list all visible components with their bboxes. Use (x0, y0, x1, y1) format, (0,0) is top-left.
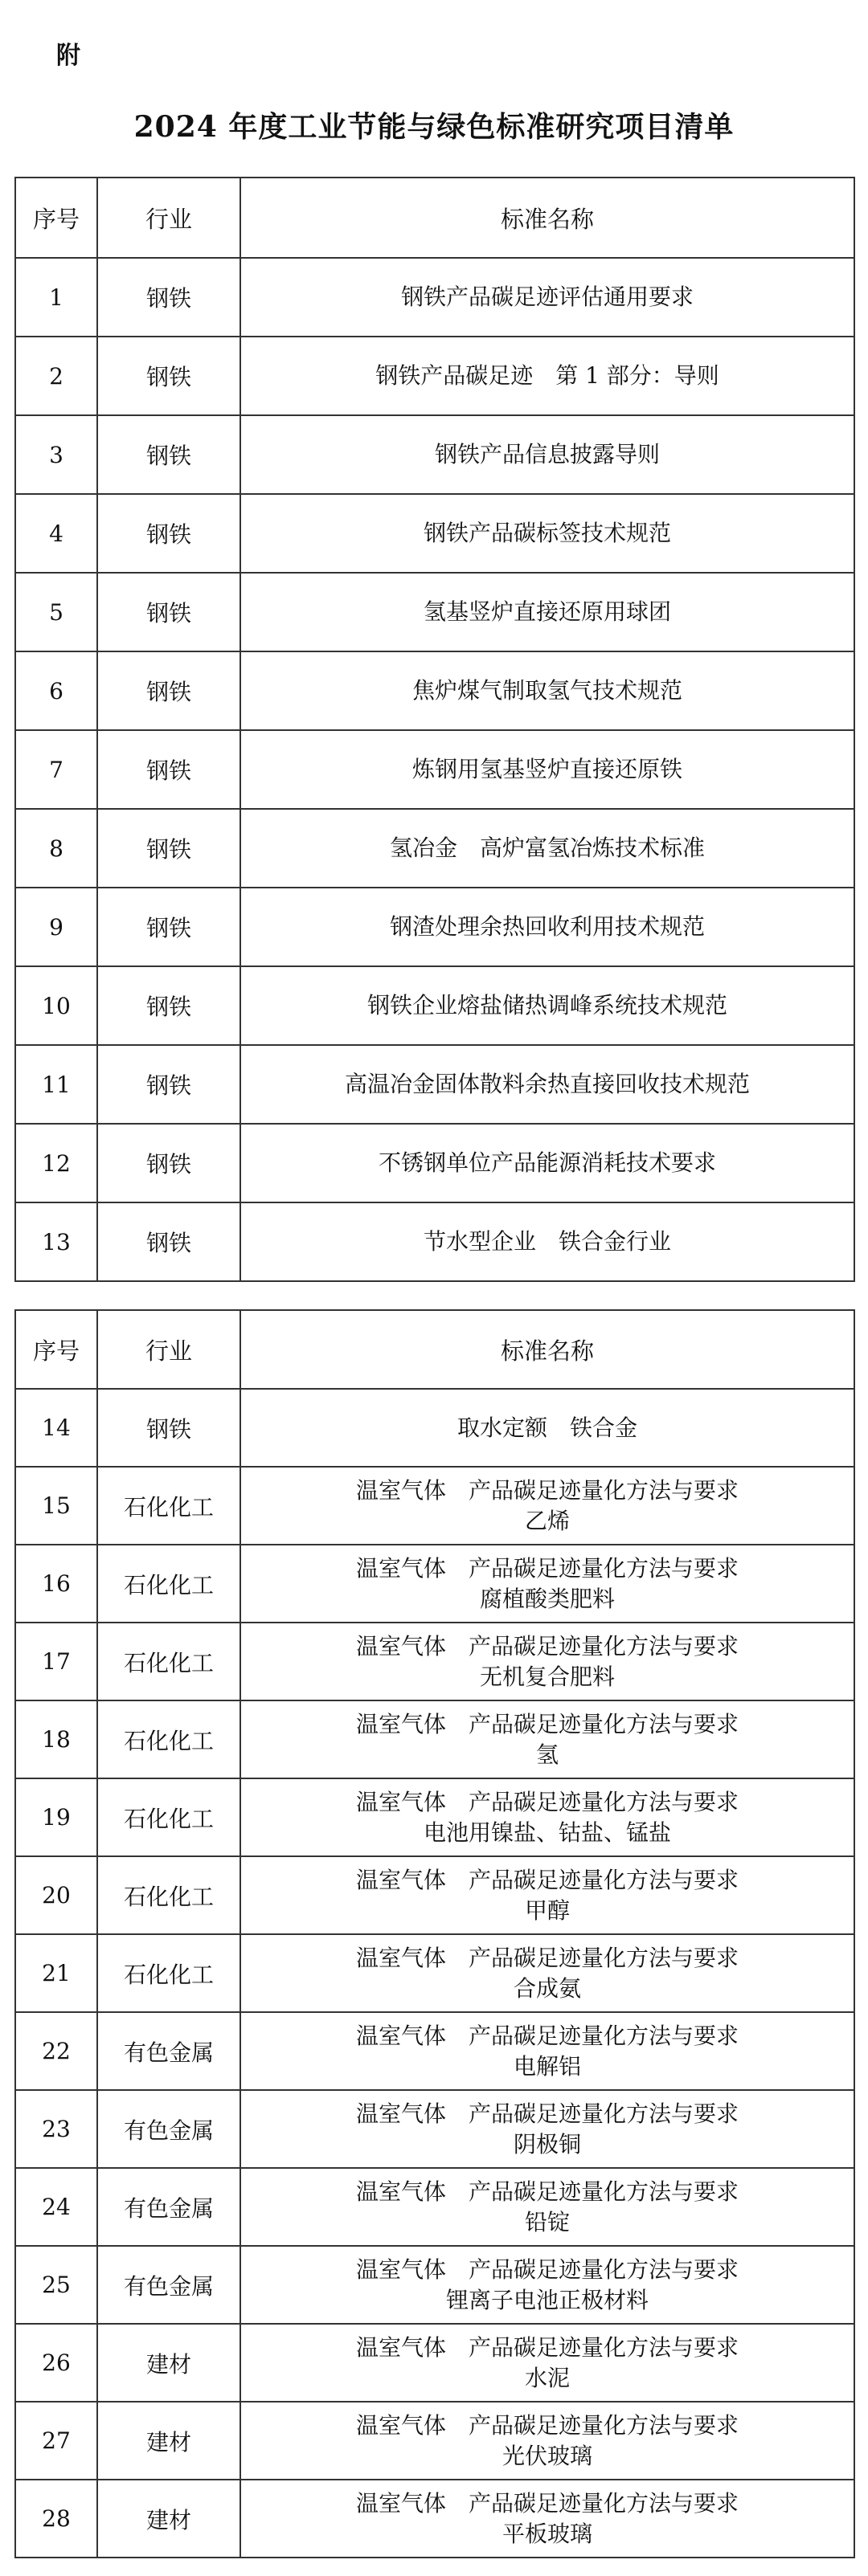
standard-name-line: 钢铁产品碳足迹评估通用要求 (400, 284, 694, 310)
page-title: 2024 年度工业节能与绿色标准研究项目清单 (133, 110, 735, 144)
standard-name-line: 温室气体 产品碳足迹量化方法与要求 (355, 2256, 739, 2283)
appendix-label: 附 (56, 42, 80, 70)
row-standard-name (240, 2324, 854, 2402)
row-standard-name (240, 2246, 854, 2324)
row-standard-name (240, 1856, 854, 1934)
row-number: 9 (15, 888, 97, 966)
table-row (15, 415, 854, 494)
row-industry: 钢铁 (97, 1202, 240, 1281)
row-standard-name (240, 1045, 854, 1124)
row-standard-name (240, 1389, 854, 1467)
standard-name-line: 锂离子电池正极材料 (445, 2286, 649, 2313)
row-standard-name (240, 651, 854, 730)
table-row (15, 2402, 854, 2480)
row-standard-name (240, 1124, 854, 1202)
standard-name-line: 温室气体 产品碳足迹量化方法与要求 (355, 1866, 739, 1893)
row-industry: 建材 (97, 2324, 240, 2402)
row-standard-name (240, 337, 854, 415)
standard-name-line: 不锈钢单位产品能源消耗技术要求 (378, 1149, 716, 1176)
standard-name-line: 取水定额 铁合金 (457, 1414, 637, 1441)
standard-name-line: 温室气体 产品碳足迹量化方法与要求 (355, 1554, 739, 1582)
row-number: 22 (15, 2012, 97, 2090)
row-standard-name (240, 1467, 854, 1545)
standard-name-line: 节水型企业 铁合金行业 (423, 1228, 671, 1255)
standard-name-line: 电池用镍盐、钴盐、锰盐 (423, 1819, 671, 1846)
table-header-row (15, 178, 854, 258)
row-industry: 有色金属 (97, 2090, 240, 2168)
row-industry: 石化化工 (97, 1467, 240, 1545)
row-number: 14 (15, 1389, 97, 1467)
standard-name-line: 光伏玻璃 (502, 2442, 592, 2469)
row-industry: 石化化工 (97, 1778, 240, 1856)
standard-name-line: 温室气体 产品碳足迹量化方法与要求 (355, 1944, 739, 1971)
row-industry: 有色金属 (97, 2168, 240, 2246)
row-number: 27 (15, 2402, 97, 2480)
table-row (15, 651, 854, 730)
table-row (15, 2090, 854, 2168)
row-industry: 石化化工 (97, 1856, 240, 1934)
row-number: 24 (15, 2168, 97, 2246)
table-row (15, 1623, 854, 1700)
row-standard-name (240, 415, 854, 494)
header-number: 序号 (15, 1310, 97, 1389)
standard-name-line: 钢铁企业熔盐储热调峰系统技术规范 (366, 992, 727, 1019)
row-industry: 建材 (97, 2402, 240, 2480)
table-row (15, 2480, 854, 2558)
table-row (15, 573, 854, 651)
row-standard-name (240, 730, 854, 809)
standard-name-line: 钢铁产品信息披露导则 (434, 441, 660, 467)
row-standard-name (240, 966, 854, 1045)
row-number: 20 (15, 1856, 97, 1934)
standard-name-line: 水泥 (524, 2364, 570, 2391)
row-number: 2 (15, 337, 97, 415)
row-industry: 石化化工 (97, 1934, 240, 2012)
table-row (15, 258, 854, 337)
row-standard-name (240, 573, 854, 651)
row-industry: 钢铁 (97, 1045, 240, 1124)
standard-name-line: 温室气体 产品碳足迹量化方法与要求 (355, 2489, 739, 2517)
row-industry: 钢铁 (97, 1124, 240, 1202)
row-industry: 钢铁 (97, 415, 240, 494)
row-standard-name (240, 2012, 854, 2090)
table-header-row (15, 1310, 854, 1389)
row-industry: 钢铁 (97, 337, 240, 415)
table-row (15, 809, 854, 888)
row-standard-name (240, 1202, 854, 1281)
row-number: 13 (15, 1202, 97, 1281)
row-number: 15 (15, 1467, 97, 1545)
row-industry: 石化化工 (97, 1700, 240, 1778)
table-row (15, 1778, 854, 1856)
row-standard-name (240, 1545, 854, 1623)
row-standard-name (240, 494, 854, 573)
row-number: 5 (15, 573, 97, 651)
header-standard-name: 标准名称 (240, 1310, 854, 1389)
standard-name-line: 甲醇 (524, 1896, 570, 1924)
table-row (15, 730, 854, 809)
row-standard-name (240, 1934, 854, 2012)
table-row (15, 2168, 854, 2246)
row-industry: 钢铁 (97, 651, 240, 730)
row-number: 16 (15, 1545, 97, 1623)
standard-name-line: 温室气体 产品碳足迹量化方法与要求 (355, 2411, 739, 2439)
row-industry: 石化化工 (97, 1623, 240, 1700)
standard-name-line: 炼钢用氢基竖炉直接还原铁 (411, 756, 682, 782)
standard-name-line: 温室气体 产品碳足迹量化方法与要求 (355, 2178, 739, 2205)
standard-name-line: 高温冶金固体散料余热直接回收技术规范 (344, 1071, 750, 1097)
row-standard-name (240, 2402, 854, 2480)
row-industry: 钢铁 (97, 809, 240, 888)
table-row (15, 1389, 854, 1467)
table-row (15, 1700, 854, 1778)
table-row (15, 1467, 854, 1545)
table-row (15, 888, 854, 966)
table-row (15, 494, 854, 573)
header-standard-name: 标准名称 (240, 178, 854, 258)
table-body (15, 1389, 854, 2558)
row-industry: 钢铁 (97, 258, 240, 337)
row-standard-name (240, 2090, 854, 2168)
row-number: 17 (15, 1623, 97, 1700)
row-number: 7 (15, 730, 97, 809)
table-row (15, 966, 854, 1045)
row-number: 23 (15, 2090, 97, 2168)
row-number: 19 (15, 1778, 97, 1856)
standard-name-line: 温室气体 产品碳足迹量化方法与要求 (355, 1476, 739, 1504)
standard-name-line: 电解铝 (513, 2052, 581, 2080)
row-number: 18 (15, 1700, 97, 1778)
row-number: 26 (15, 2324, 97, 2402)
row-industry: 钢铁 (97, 1389, 240, 1467)
row-industry: 钢铁 (97, 888, 240, 966)
row-standard-name (240, 258, 854, 337)
standard-name-line: 温室气体 产品碳足迹量化方法与要求 (355, 2100, 739, 2127)
header-industry: 行业 (97, 178, 240, 258)
row-standard-name (240, 809, 854, 888)
standard-name-line: 温室气体 产品碳足迹量化方法与要求 (355, 2022, 739, 2049)
row-number: 6 (15, 651, 97, 730)
table-row (15, 1934, 854, 2012)
table-row (15, 1856, 854, 1934)
standards-table-part-2 (14, 1309, 855, 2558)
row-number: 1 (15, 258, 97, 337)
standard-name-line: 钢渣处理余热回收利用技术规范 (389, 913, 705, 940)
standard-name-line: 无机复合肥料 (479, 1663, 615, 1690)
standard-name-line: 腐植酸类肥料 (479, 1585, 615, 1612)
standard-name-line: 钢铁产品碳足迹 第 1 部分：导则 (375, 362, 719, 389)
header-number: 序号 (15, 178, 97, 258)
standard-name-line: 氢 (535, 1741, 559, 1768)
row-industry: 钢铁 (97, 966, 240, 1045)
standard-name-line: 合成氨 (513, 1974, 581, 2002)
table-row (15, 2012, 854, 2090)
table-row (15, 2246, 854, 2324)
row-number: 28 (15, 2480, 97, 2558)
standard-name-line: 氢基竖炉直接还原用球团 (423, 598, 671, 625)
standard-name-line: 钢铁产品碳标签技术规范 (423, 520, 671, 546)
table-body (15, 258, 854, 1281)
row-number: 21 (15, 1934, 97, 2012)
row-industry: 钢铁 (97, 730, 240, 809)
row-number: 12 (15, 1124, 97, 1202)
row-standard-name (240, 2480, 854, 2558)
standard-name-line: 温室气体 产品碳足迹量化方法与要求 (355, 2333, 739, 2361)
table-row (15, 1202, 854, 1281)
standard-name-line: 温室气体 产品碳足迹量化方法与要求 (355, 1788, 739, 1815)
table-row (15, 2324, 854, 2402)
row-standard-name (240, 1700, 854, 1778)
row-number: 25 (15, 2246, 97, 2324)
header-industry: 行业 (97, 1310, 240, 1389)
row-number: 4 (15, 494, 97, 573)
row-industry: 有色金属 (97, 2012, 240, 2090)
row-number: 8 (15, 809, 97, 888)
row-industry: 钢铁 (97, 494, 240, 573)
standard-name-line: 铅锭 (524, 2208, 570, 2235)
row-standard-name (240, 1778, 854, 1856)
standard-name-line: 焦炉煤气制取氢气技术规范 (411, 677, 682, 704)
standards-table-part-1 (14, 177, 855, 1282)
row-number: 11 (15, 1045, 97, 1124)
table-row (15, 337, 854, 415)
standard-name-line: 温室气体 产品碳足迹量化方法与要求 (355, 1632, 739, 1659)
row-standard-name (240, 888, 854, 966)
table-row (15, 1045, 854, 1124)
row-industry: 有色金属 (97, 2246, 240, 2324)
standard-name-line: 平板玻璃 (502, 2520, 592, 2547)
standard-name-line: 阴极铜 (513, 2130, 581, 2158)
table-row (15, 1124, 854, 1202)
row-number: 3 (15, 415, 97, 494)
table-row (15, 1545, 854, 1623)
row-standard-name (240, 1623, 854, 1700)
standard-name-line: 乙烯 (524, 1507, 570, 1534)
row-industry: 石化化工 (97, 1545, 240, 1623)
standard-name-line: 氢冶金 高炉富氢冶炼技术标准 (389, 835, 705, 861)
row-industry: 建材 (97, 2480, 240, 2558)
row-standard-name (240, 2168, 854, 2246)
row-number: 10 (15, 966, 97, 1045)
row-industry: 钢铁 (97, 573, 240, 651)
standard-name-line: 温室气体 产品碳足迹量化方法与要求 (355, 1710, 739, 1737)
